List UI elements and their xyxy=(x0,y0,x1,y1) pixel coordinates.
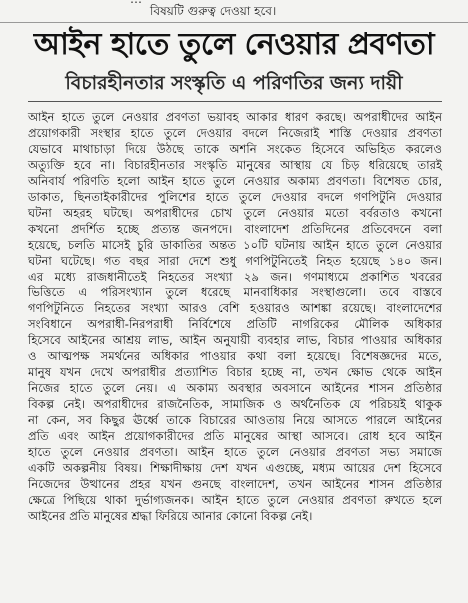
article-line: এর মধ্যে রাজধানীতেই নিহতের সংখ্যা ২৯ জন। গণমাধ্যমে প্রকাশিত খবরের xyxy=(28,269,442,284)
article-line: প্রয়োগকারী সংস্থার হাতে তুলে দেওয়ার বদলে নিজেরাই শাস্তি দেওয়ার প্রবণতা xyxy=(28,125,442,140)
article-line: ভিত্তিতে এ পরিসংখ্যান তুলে ধরেছে মানবাধিকার সংস্থাগুলো। তবে বাস্তবে xyxy=(28,285,442,300)
article-title: আইন হাতে তুলে নেওয়ার প্রবণতা xyxy=(33,27,435,62)
article-line: সংবিধানে অপরাধী-নিরপরাধী নির্বিশেষে প্রতিটি নাগরিকের মৌলিক অধিকার xyxy=(28,317,442,332)
article-line: প্রতি এবং আইন প্রয়োগকারীদের প্রতি মানুষের আস্থা আসবে। রোধ হবে আইন xyxy=(28,429,442,444)
article-line: গণপিটুনিতে নিহতের সংখ্যা আরও বেশি হওয়ারও আশঙ্কা রয়েছে। বাংলাদেশের xyxy=(28,301,442,316)
article-line: হিসেবে আইনের আশ্রয় লাভ, আইন অনুযায়ী ব্যবহার লাভ, বিচার পাওয়ার অধিকার xyxy=(28,333,442,348)
article-line: নিজের হাতে তুলে নেয়। এ অকাম্য অবস্থার অবসানে আইনের শাসন প্রতিষ্ঠার xyxy=(28,381,442,396)
article-subtitle: বিচারহীনতার সংস্কৃতি এ পরিণতির জন্য দায়ী xyxy=(65,72,403,94)
article-line: ডাকাত, ছিনতাইকারীদের পুলিশের হাতে তুলে দেওয়ার বদলে গণপিটুনি দেওয়ার xyxy=(28,189,442,204)
article-line: হয়েছে, চলতি মাসেই চুরি ডাকাতির অন্তত ১০টি ঘটনায় আইন হাতে তুলে নেওয়ার xyxy=(28,237,442,252)
previous-article-cut-text xyxy=(130,0,142,6)
previous-article-strip xyxy=(0,0,468,23)
article-line: অত্যুক্তি হবে না। বিচারহীনতার সংস্কৃতি মানুষের আস্থায় যে চিড় ধরিয়েছে তারই xyxy=(28,157,442,172)
title-divider xyxy=(28,101,442,102)
article-line: হাতে তুলে নেওয়ার প্রবণতা। আইন হাতে তুলে নেওয়ার প্রবণতা সভ্য সমাজে xyxy=(28,445,442,460)
article-line: অনিবার্য পরিণতি হলো আইন হাতে তুলে নেওয়ার অকাম্য প্রবণতা। বিশেষত চোর, xyxy=(28,173,442,188)
article-line: মানুষ যখন দেখে অপরাধীর প্রত্যাশিত বিচার হচ্ছে না, তখন ক্ষোভ থেকে আইন xyxy=(28,365,442,380)
article-line: ঘটনা ঘটেছে। গত বছর সারা দেশে শুধু গণপিটুনিতেই নিহত হয়েছে ১৪০ জন। xyxy=(28,253,442,268)
article-line: ও আত্মপক্ষ সমর্থনের অধিকার পাওয়ার কথা বলা হয়েছে। বিশেষজ্ঞদের মতে, xyxy=(28,349,442,364)
article-line: আইনের প্রতি মানুষের শ্রদ্ধা ফিরিয়ে আনার কোনো বিকল্প নেই। xyxy=(28,508,313,523)
article-line: ক্ষেত্রে পিছিয়ে থাকা দুর্ভাগ্যজনক। আইন হাতে তুলে নেওয়ার প্রবণতা রুখতে হলে xyxy=(28,492,442,507)
article-line: একটি অকল্পনীয় বিষয়। শিক্ষাদীক্ষায় দেশ যখন এগুচ্ছে, মধ্যম আয়ের দেশ হিসেবে xyxy=(28,460,442,475)
article-line: না কেন, সব কিছুর ঊর্ধ্বে তাকে বিচারের আওতায় নিয়ে আসতে পারলে আইনের xyxy=(28,413,442,428)
article-line: কখনো প্রদর্শিত হচ্ছে প্রত্যন্ত জনপদে। বাংলাদেশ প্রতিদিনের প্রতিবেদনে বলা xyxy=(28,221,442,236)
article-line: আইন হাতে তুলে নেওয়ার প্রবণতা ভয়াবহ আকার ধারণ করছে। অপরাধীদের আইন xyxy=(28,110,442,124)
article-line: বিকল্প নেই। অপরাধীদের রাজনৈতিক, সামাজিক ও অর্থনৈতিক যে পরিচয়ই থাকুক xyxy=(28,397,442,412)
article-line: নিজেদের উত্থানের প্রহর যখন গুনছে বাংলাদেশ, তখন আইনের শাসন প্রতিষ্ঠার xyxy=(28,476,442,491)
previous-article-last-line: বিষয়টি গুরুত্ব দেওয়া হবে। xyxy=(150,4,277,18)
article-line: ঘটনা অহরহ ঘটছে। অপরাধীদের চোখ তুলে নেওয়ার মতো বর্বরতাও কখনো xyxy=(28,205,442,220)
article-body xyxy=(28,110,442,525)
article-line: যেভাবে মাথাচাড়া দিয়ে উঠছে তাকে অশনি সংকেত হিসেবে অভিহিত করলেও xyxy=(28,141,442,156)
